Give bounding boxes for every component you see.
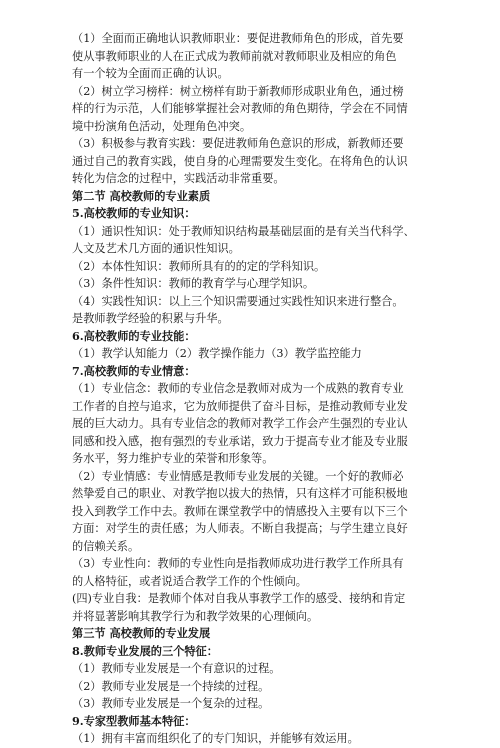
text-line: （3）条件性知识：教师的教育学与心理学知识。 (72, 277, 315, 290)
section-heading: 9.专家型教师基本特征： (72, 713, 196, 728)
section-heading: 第三节 高校教师的专业发展 (72, 626, 211, 640)
text-line: 并将显著影响其教学行为和教学效果的心理倾向。 (72, 609, 319, 623)
section-heading: 第二节 高校教师的专业素质 (72, 188, 211, 203)
text-line: 工作者的自控与追求，它为放师提供了奋斗目标，是推动教师专业发 (72, 399, 408, 413)
text-line: （2）专业情感：专业情感是教师专业发展的关键。一个好的教师必 (72, 469, 404, 483)
text-line: （2）教师专业发展是一个持续的过程。 (72, 679, 270, 693)
text-line: （1）教师专业发展是一个有意识的过程。 (72, 662, 281, 675)
section-heading: 8.教师专业发展的三个特征： (72, 643, 218, 658)
text-line: 的人格特征，或者说适合教学工作的个性倾向。 (72, 574, 307, 588)
text-line: 使从事教师职业的人在正式成为教师前就对教师职业及相应的角色 (72, 49, 397, 63)
text-line: （2）树立学习榜样：树立榜样有助于新教师形成职业角色，通过榜 (72, 84, 404, 98)
section-heading: 7.高校教师的专业情意： (72, 363, 196, 378)
text-line: (四)专业自我：是教师个体对自我从事教学工作的感受、接纳和肯定 (72, 592, 406, 605)
text-line: 有一个较为全面而正确的认识。 (72, 67, 229, 80)
text-line: 然挚爱自己的职业、对教学抱以拔大的热情，只有这样才可能积极地 (72, 487, 408, 500)
text-line: 投入到教学工作中去。教师在课堂教学中的情感投入主要有以下三个 (72, 504, 408, 518)
text-line: （4）实践性知识：以上三个知识需要通过实践性知识来进行整合。 (72, 294, 404, 308)
text-line: 转化为信念的过程中，实践活动非常重要。 (72, 172, 285, 185)
text-line: （1）通识性知识：处于教师知识结构最基础层面的是有关当代科学、 (72, 224, 415, 238)
text-line: （1）全面而正确地认识教师职业：要促进教师角色的形成，首先要 (72, 32, 404, 45)
text-line: 展的巨大动力。具有专业信念的教师对教学工作会产生强烈的专业认 (72, 417, 408, 430)
text-line: 的信赖关系。 (72, 539, 140, 553)
text-line: 通过自己的教育实践，使自身的心理需要发生变化。在将角色的认识 (72, 154, 408, 168)
text-line: 是教师教学经验的积累与升华。 (72, 312, 229, 325)
text-line: 务水平，努力维护专业的荣誉和形象等。 (72, 452, 274, 465)
document-page (72, 30, 438, 748)
text-line: （2）本体性知识：教师所具有的的定的学科知识。 (72, 259, 326, 273)
text-line: 样的行为示范，人们能够掌握社会对教师的角色期待，学会在不同情 (72, 102, 408, 115)
text-line: 境中扮演角色活动，处理角色冲突。 (72, 119, 252, 133)
text-line: 人文及艺术几方面的通识性知识。 (72, 242, 240, 255)
section-heading: 5.高校教师的专业知识： (72, 206, 196, 220)
text-line: （3）专业性向：教师的专业性向是指教师成功进行教学工作所具有 (72, 557, 404, 570)
text-line: （3）教师专业发展是一个复杂的过程。 (72, 697, 270, 710)
text-line: （3）积极参与教育实践：要促进教师角色意识的形成，新教师还要 (72, 137, 404, 150)
text-line: （1）教学认知能力（2）教学操作能力（3）教学监控能力 (72, 347, 362, 360)
text-line: 方面：对学生的责任感；为人师表。不断自我提高；与学生建立良好 (72, 522, 408, 535)
text-line: （1）拥有丰富而组织化了的专门知识，并能够有效运用。 (72, 732, 359, 745)
text-line: （1）专业信念：教师的专业信念是教师对成为一个成熟的教育专业 (72, 382, 404, 395)
section-heading: 6.高校教师的专业技能： (72, 328, 196, 343)
text-line: 同感和投入感，抱有强烈的专业承诺，致力于提高专业才能及专业服 (72, 434, 408, 448)
